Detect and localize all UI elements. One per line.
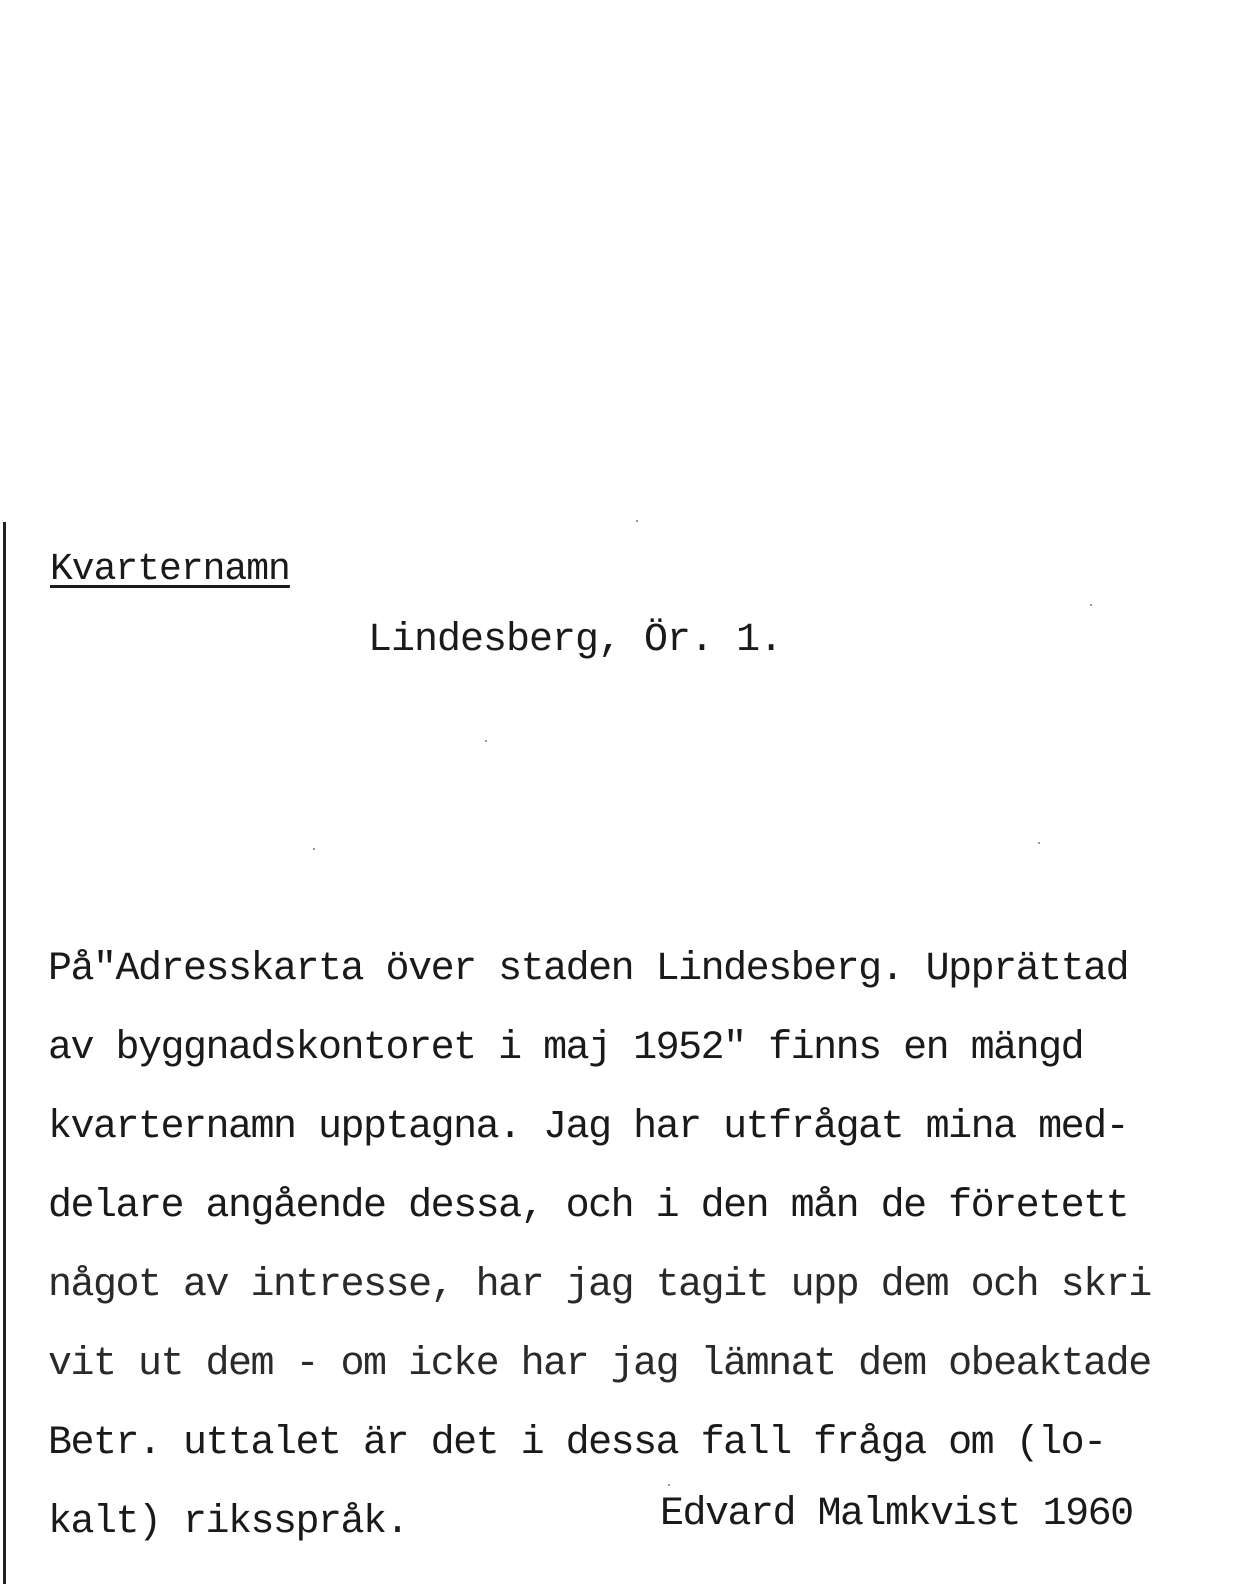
- body-line: vit ut dem - om icke har jag lämnat dem obeaktade: [48, 1342, 1151, 1387]
- card-left-edge: [3, 522, 6, 1584]
- body-line: av byggnadskontoret i maj 1952" finns en mängd: [48, 1026, 1084, 1071]
- body-line: Betr. uttalet är det i dessa fall fråga om (lo-: [48, 1421, 1106, 1466]
- card-body: [48, 930, 1248, 1562]
- body-line: På"Adresskarta över staden Lindesberg. Upprättad: [48, 947, 1129, 992]
- body-line: något av intresse, har jag tagit upp dem och skri: [48, 1263, 1151, 1308]
- body-line: kalt) riksspråk.: [48, 1500, 409, 1545]
- paper-speck: [1090, 604, 1092, 606]
- card-heading: Kvarternamn: [50, 548, 290, 591]
- paper-speck: [668, 1484, 670, 1486]
- paper-speck: [485, 740, 487, 742]
- place-name: Lindesberg, Ör. 1.: [368, 618, 783, 663]
- body-line: kvarternamn upptagna. Jag har utfrågat mina med-: [48, 1105, 1129, 1150]
- signature: Edvard Malmkvist 1960: [660, 1492, 1133, 1537]
- paper-speck: [636, 520, 638, 522]
- paper-speck: [1038, 842, 1040, 844]
- paper-speck: [313, 848, 315, 850]
- body-line: delare angående dessa, och i den mån de företett: [48, 1184, 1129, 1229]
